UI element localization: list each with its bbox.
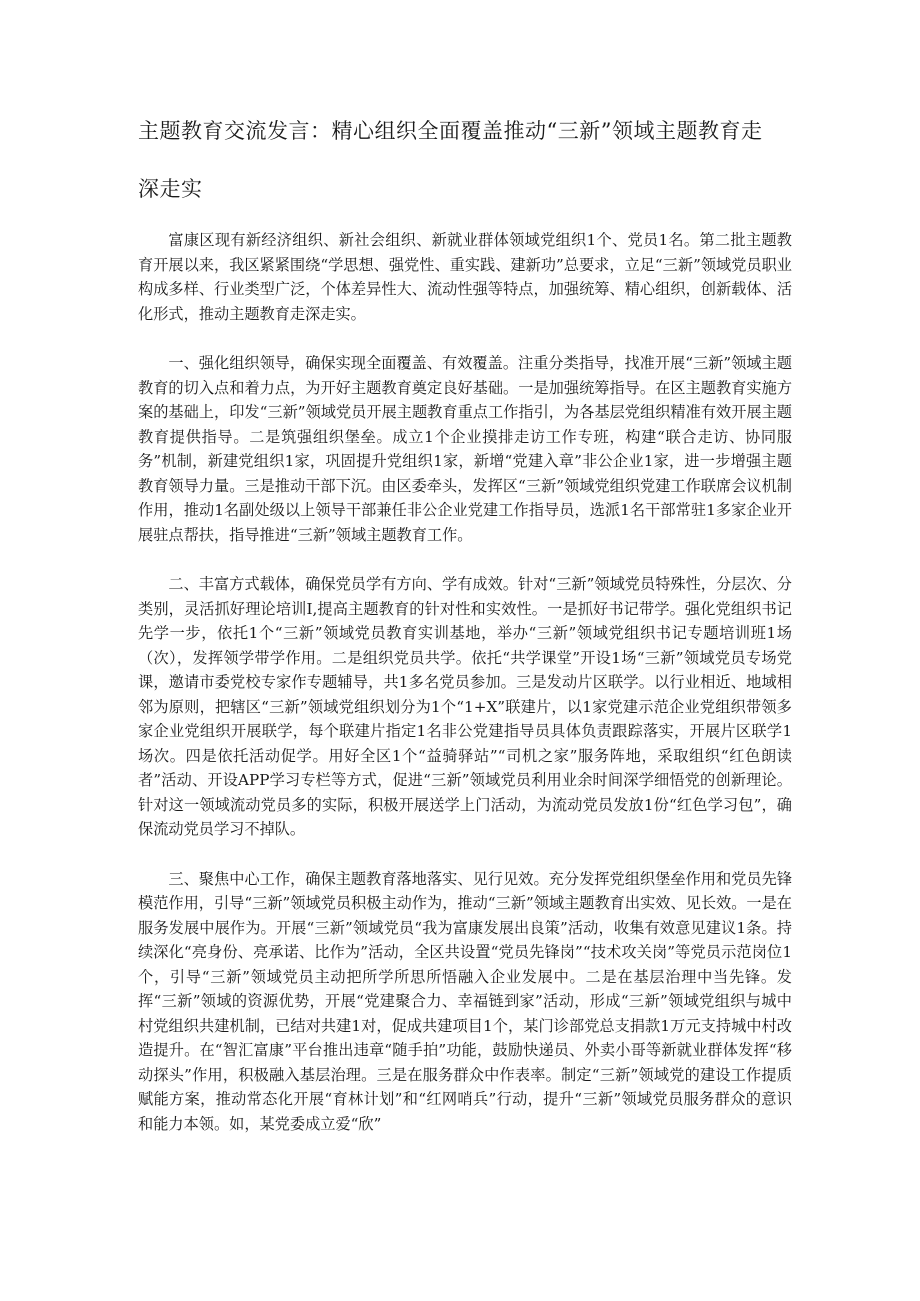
- document-body: [138, 228, 792, 1161]
- paragraph-section-2: 二、丰富方式载体，确保党员学有方向、学有成效。针对“三新”领域党员特殊性，分层次、分类别，灵活抓好理论培训I,提高主题教育的针对性和实效性。一是抓好书记带学。强化党组织书记先学一步，依托1个“三新”领域党员教育实训基地，举办“三新”领域党组织书记专题培训班1场（次），发挥领学带学作用。二是组织党员共学。依托“共学课堂”开设1场“三新”领域党员专场党课，邀请市委党校专家作专题辅导，共1多名党员参加。三是发动片区联学。以行业相近、地域相邻为原则，把辖区“三新”领域党组织划分为1个“1+X”联建片，以1家党建示范企业党组织带领多家企业党组织开展联学，每个联建片指定1名非公党建指导员具体负责跟踪落实，开展片区联学1场次。四是依托活动促学。用好全区1个“益骑驿站”“司机之家”服务阵地，采取组织“红色朗读者”活动、开设APP学习专栏等方式，促进“三新”领域党员利用业余时间深学细悟党的创新理论。针对这一领域流动党员多的实际，积极开展送学上门活动，为流动党员发放1份“红色学习包”，确保流动党员学习不掉队。: [138, 575, 792, 838]
- title-line-1: 主题教育交流发言：精心组织全面覆盖推动“三新”领域主题教育走: [138, 119, 763, 143]
- paragraph-intro: 富康区现有新经济组织、新社会组织、新就业群体领域党组织1个、党员1名。第二批主题教育开展以来，我区紧紧围绕“学思想、强党性、重实践、建新功”总要求，立足“三新”领域党员职业构成多样、行业类型广泛，个体差异性大、流动性强等特点，加强统筹、精心组织，创新载体、活化形式，推动主题教育走深走实。: [138, 231, 792, 323]
- document-title: [138, 102, 778, 218]
- title-line-2: 深走实: [138, 177, 203, 201]
- paragraph-section-3: 三、聚焦中心工作，确保主题教育落地落实、见行见效。充分发挥党组织堡垒作用和党员先锋模范作用，引导“三新”领域党员积极主动作为，推动“三新”领域主题教育出实效、见长效。一是在服务发展中展作为。开展“三新”领域党员“我为富康发展出良策”活动，收集有效意见建议1条。持续深化“亮身份、亮承诺、比作为”活动，全区共设置“党员先锋岗”“技术攻关岗”等党员示范岗位1个，引导“三新”领域党员主动把所学所思所悟融入企业发展中。二是在基层治理中当先锋。发挥“三新”领域的资源优势，开展“党建聚合力、幸福链到家”活动，形成“三新”领域党组织与城中村党组织共建机制，已结对共建1对，促成共建项目1个，某门诊部党总支捐款1万元支持城中村改造提升。在“智汇富康”平台推出违章“随手拍”功能，鼓励快递员、外卖小哥等新就业群体发挥“移动探头”作用，积极融入基层治理。三是在服务群众中作表率。制定“三新”领域党的建设工作提质赋能方案，推动常态化开展“育林计划”和“红网哨兵”行动，提升“三新”领域党员服务群众的意识和能力本领。如，某党委成立爱“欣”: [138, 869, 792, 1133]
- paragraph-section-1: 一、强化组织领导，确保实现全面覆盖、有效覆盖。注重分类指导，找准开展“三新”领域主题教育的切入点和着力点，为开好主题教育奠定良好基础。一是加强统筹指导。在区主题教育实施方案的基础上，印发“三新”领域党员开展主题教育重点工作指引，为各基层党组织精准有效开展主题教育提供指导。二是筑强组织堡垒。成立1个企业摸排走访工作专班，构建“联合走访、协同服务”机制，新建党组织1家，巩固提升党组织1家，新增“党建入章”非公企业1家，进一步增强主题教育领导力量。三是推动干部下沉。由区委牵头，发挥区“三新”领域党组织党建工作联席会议机制作用，推动1名副处级以上领导干部兼任非公企业党建工作指导员，选派1名干部常驻1多家企业开展驻点帮扶，指导推进“三新”领域主题教育工作。: [138, 354, 792, 544]
